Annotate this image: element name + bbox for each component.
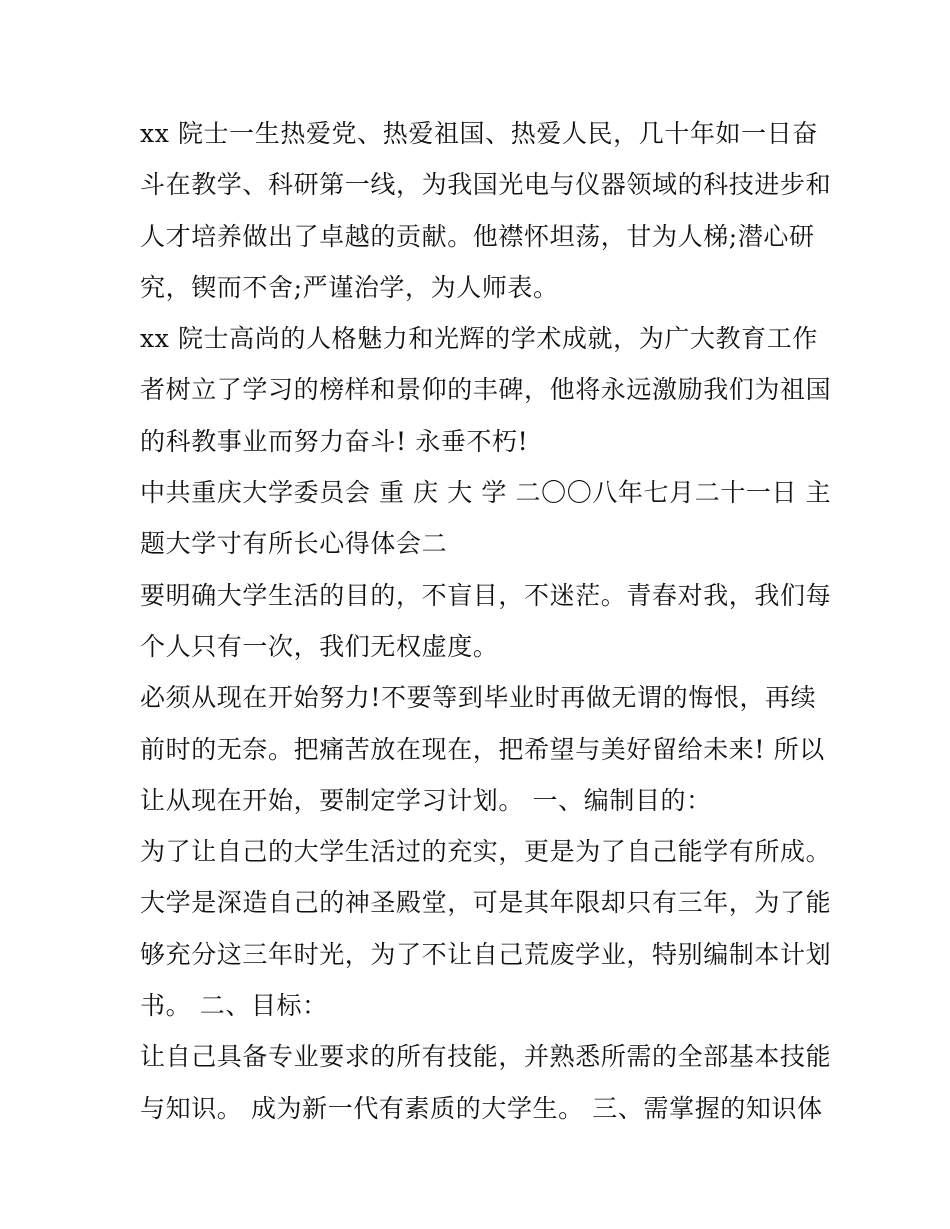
text-line: 必须从现在开始努力!不要等到毕业时再做无谓的悔恨，再续 bbox=[140, 683, 817, 713]
text-line: 斗在教学、科研第一线，为我国光电与仪器领域的科技进步和 bbox=[140, 170, 832, 200]
text-line: 书。 二、目标： bbox=[140, 991, 328, 1021]
text-line: 大学是深造自己的神圣殿堂，可是其年限却只有三年，为了能 bbox=[140, 888, 832, 918]
text-line: 让从现在开始，要制定学习计划。 一、编制目的： bbox=[140, 785, 712, 815]
text-line: 者树立了学习的榜样和景仰的丰碑，他将永远激励我们为祖国 bbox=[140, 375, 832, 405]
text-line: 前时的无奈。把痛苦放在现在，把希望与美好留给未来! 所以 bbox=[140, 734, 825, 764]
text-line: 人才培养做出了卓越的贡献。他襟怀坦荡，甘为人梯;潜心研 bbox=[140, 221, 815, 251]
text-line: 个人只有一次，我们无权虚度。 bbox=[140, 631, 499, 661]
text-line: 题大学寸有所长心得体会二 bbox=[140, 529, 448, 559]
text-line: 要明确大学生活的目的，不盲目，不迷茫。青春对我，我们每 bbox=[140, 580, 832, 610]
text-line: 为了让自己的大学生活过的充实，更是为了自己能学有所成。 bbox=[140, 837, 832, 867]
document-body bbox=[140, 108, 832, 1134]
text-line: xx 院士一生热爱党、热爱祖国、热爱人民，几十年如一日奋 bbox=[140, 119, 818, 148]
text-line: 的科教事业而努力奋斗! 永垂不朽! bbox=[140, 426, 529, 456]
text-line: 究，锲而不舍;严谨治学，为人师表。 bbox=[140, 272, 559, 302]
text-line: 中共重庆大学委员会 重 庆 大 学 二〇〇八年七月二十一日 主 bbox=[140, 478, 832, 508]
text-line: 够充分这三年时光，为了不让自己荒废学业，特别编制本计划 bbox=[140, 939, 832, 969]
text-line: 与知识。 成为新一代有素质的大学生。 三、需掌握的知识体 bbox=[140, 1093, 823, 1123]
text-line: 让自己具备专业要求的所有技能，并熟悉所需的全部基本技能 bbox=[140, 1042, 832, 1072]
text-line: xx 院士高尚的人格魅力和光辉的学术成就，为广大教育工作 bbox=[140, 324, 818, 354]
